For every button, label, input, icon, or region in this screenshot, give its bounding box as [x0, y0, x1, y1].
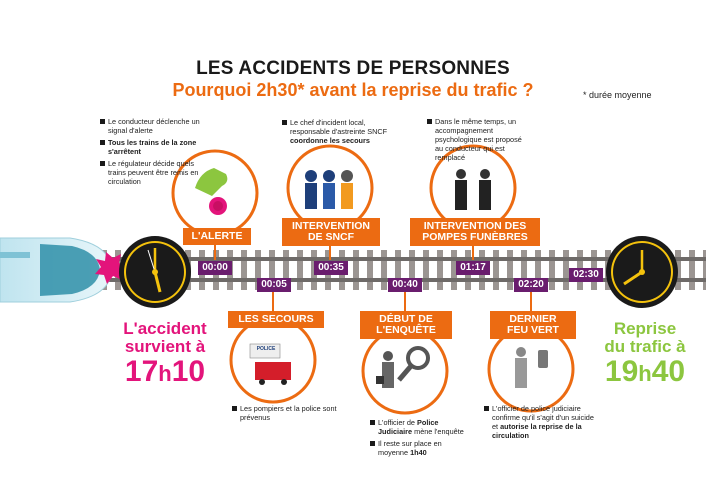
time-tag: 02:30: [569, 268, 603, 282]
start-time: 17h10: [124, 355, 206, 388]
step-label-pompes-funebres: INTERVENTION DES POMPES FUNÈBRES: [410, 218, 540, 246]
note-secours: Les pompiers et la police sont prévenus: [232, 404, 342, 425]
enquete-circle: [363, 329, 447, 413]
step-label-alerte: L'ALERTE: [183, 228, 251, 245]
note-feu-vert: L'officier de police judiciaire confirme qu'il s'agit d'un suicide et autorise la reprise de la circulation: [484, 404, 594, 443]
end-clock-icon: [606, 236, 678, 308]
step-label-enquete: DÉBUT DE L'ENQUÊTE: [360, 311, 452, 339]
start-clock-icon: [119, 236, 191, 308]
time-tag: 00:40: [388, 278, 422, 292]
time-tag: 00:00: [198, 261, 232, 275]
note-sncf: Le chef d'incident local, responsable d'astreinte SNCF coordonne les secours: [282, 118, 392, 148]
page-title: LES ACCIDENTS DE PERSONNES: [196, 58, 510, 79]
start-caption: L'accident survient à: [123, 319, 207, 356]
note-alerte: Le conducteur déclenche un signal d'alerte Tous les trains de la zone s'arrêtent Le régulateur décide quels trains peuvent être remis en circulation: [100, 117, 202, 189]
time-tag: 00:05: [257, 278, 291, 292]
time-tag: 00:35: [314, 261, 348, 275]
note-pompes-funebres: Dans le même temps, un accompagnement psychologique est proposé au conducteur qui est remplacé: [427, 117, 527, 165]
police-van-label: POLICE: [256, 346, 276, 352]
feu-vert-circle: [489, 327, 573, 411]
page-subtitle: Pourquoi 2h30* avant la reprise du trafic ?: [172, 80, 534, 100]
time-tag: 02:20: [514, 278, 548, 292]
secours-circle: [231, 318, 315, 402]
step-label-feu-vert: DERNIER FEU VERT: [490, 311, 576, 339]
footnote: * durée moyenne: [583, 90, 652, 100]
step-label-sncf: INTERVENTION DE SNCF: [282, 218, 380, 246]
time-tag: 01:17: [456, 261, 490, 275]
end-time: 19h40: [604, 355, 686, 388]
end-caption: Reprise du trafic à: [604, 319, 686, 356]
note-enquete: L'officier de Police Judiciaire mène l'enquête Il reste sur place en moyenne 1h40: [370, 418, 466, 460]
train-illustration: [0, 238, 112, 302]
step-label-secours: LES SECOURS: [228, 311, 324, 328]
